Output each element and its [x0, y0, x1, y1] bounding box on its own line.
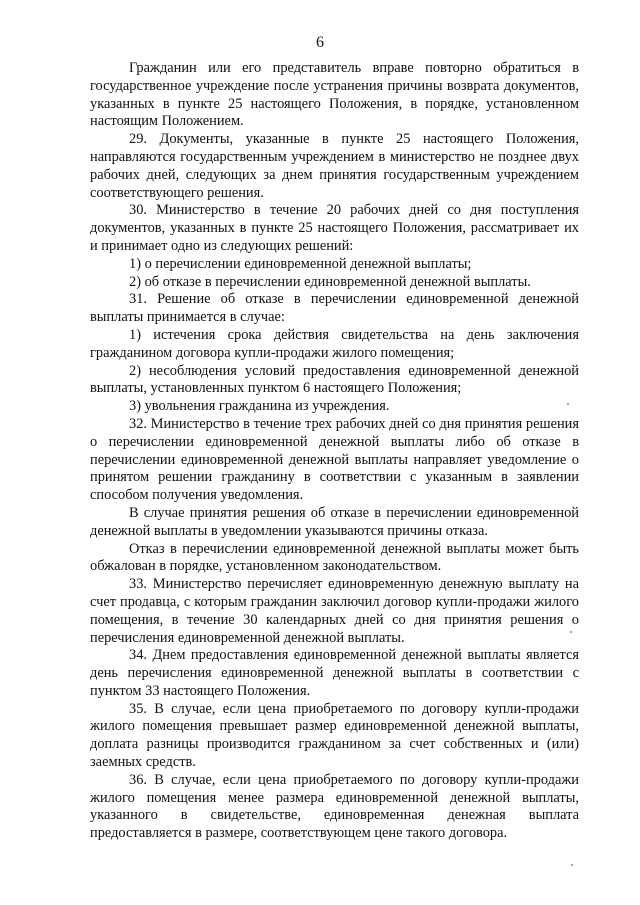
paragraph-29: 29. Документы, указанные в пункте 25 настоящего Положения, направляются государственным учреждением в министерство не позднее двух рабочих дней, следующих за днем принятия государственным учреждением соответствующего решения. [90, 131, 579, 201]
page-number: 6 [316, 34, 324, 51]
paragraph-30-item-1: 1) о перечислении единовременной денежной выплаты; [129, 255, 472, 272]
paragraph-appeal: Отказ в перечислении единовременной денежной выплаты может быть обжалован в порядке, установленном законодательством. [90, 540, 579, 575]
paragraph-34: 34. Днем предоставления единовременной денежной выплаты является день перечисления единовременной денежной выплаты в соответствии с пунктом 33 настоящего Положения. [90, 647, 579, 699]
paragraph-31-item-2: 2) несоблюдения условий предоставления единовременной денежной выплаты, установленных пунктом 6 настоящего Положения; [90, 362, 579, 397]
paragraph-33: 33. Министерство перечисляет единовременную денежную выплату на счет продавца, с которым гражданин заключил договор купли-продажи жилого помещения, в течение 30 календарных дней со дня принятия решения о перечисления единовременной денежной выплаты. [90, 576, 579, 646]
document-body [90, 60, 579, 843]
paragraph-32: 32. Министерство в течение трех рабочих дней со дня принятия решения о перечислении единовременной денежной выплаты либо об отказе в перечислении единовременной денежной выплаты направляет уведомление о принятом решении гражданину в соответствии с указанным в заявлении способом получения уведомления. [90, 415, 579, 504]
paragraph-31: 31. Решение об отказе в перечислении единовременной денежной выплаты принимается в случае: [90, 291, 579, 326]
paragraph-35: 35. В случае, если цена приобретаемого по договору купли-продажи жилого помещения превышает размер единовременной денежной выплаты, доплата разницы производится гражданином за счет собственных и (или) заемных средств. [90, 700, 579, 771]
paragraph-resubmission: Гражданин или его представитель вправе повторно обратиться в государственное учреждение после устранения причины возврата документов, указанных в пункте 25 настоящего Положения, в порядке, установленном настоящим Положением. [90, 60, 579, 130]
scan-speck [567, 403, 569, 405]
scan-speck [571, 864, 573, 866]
paragraph-36: 36. В случае, если цена приобретаемого по договору купли-продажи жилого помещения менее размера единовременной денежной выплаты, указанного в свидетельстве, единовременная денежная выплата предоставляется в размере, соответствующем цене такого договора. [90, 771, 579, 842]
paragraph-refusal-reasons: В случае принятия решения об отказе в перечислении единовременной денежной выплаты в уведомлении указываются причины отказа. [90, 504, 579, 539]
paragraph-31-item-1: 1) истечения срока действия свидетельства на день заключения гражданином договора купли-продажи жилого помещения; [90, 326, 579, 361]
paragraph-31-item-3: 3) увольнения гражданина из учреждения. [129, 398, 390, 415]
paragraph-30: 30. Министерство в течение 20 рабочих дней со дня поступления документов, указанных в пункте 25 настоящего Положения, рассматривает их и принимает одно из следующих решений: [90, 202, 579, 254]
scan-speck [570, 631, 572, 633]
paragraph-30-item-2: 2) об отказе в перечислении единовременной денежной выплаты. [129, 273, 531, 290]
